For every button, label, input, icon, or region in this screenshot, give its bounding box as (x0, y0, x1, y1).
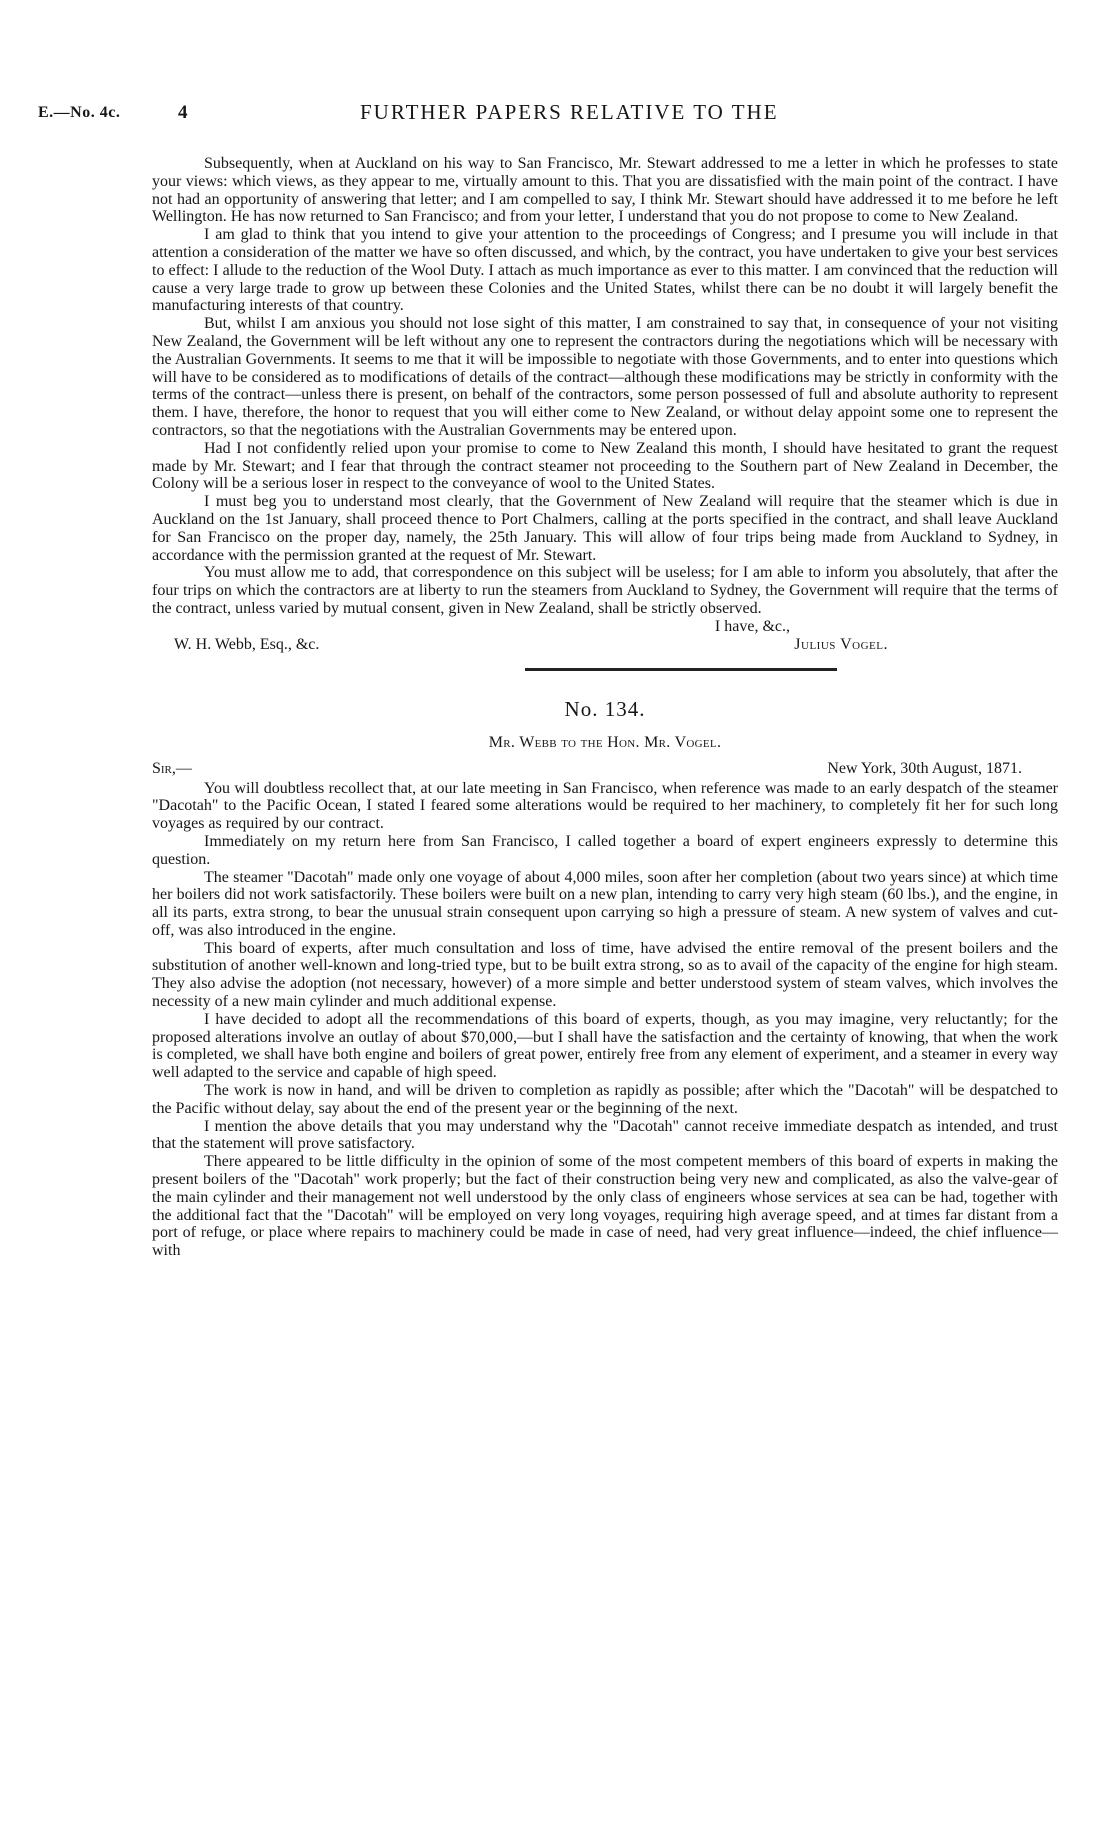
paragraph: I mention the above details that you may understand why the "Dacotah" cannot receive immediate despatch as intended, and trust that the statement will prove satisfactory. (152, 1117, 1058, 1153)
letter-vogel-to-webb (152, 155, 1058, 658)
letter-number: No. 134. (564, 696, 646, 721)
paragraph: Immediately on my return here from San Francisco, I called together a board of expert engineers expressly to determine this question. (152, 832, 1058, 868)
signature-row (152, 636, 1058, 658)
closing-phrase: I have, &c., (714, 617, 790, 635)
section-divider (525, 668, 837, 671)
dateline: New York, 30th August, 1871. (827, 759, 1022, 777)
salutation-row (152, 760, 1058, 780)
paragraph: The steamer "Dacotah" made only one voyage of about 4,000 miles, soon after her completion (about two years since) at which time her boilers did not work satisfactorily. These boilers were built on a new plan, intending to carry very high steam (60 lbs.), and the engine, in all its parts, extra strong, to bear the unusual strain consequent upon carrying so high a pressure of steam. A new system of valves and cut-off, was also introduced in the engine. (152, 868, 1058, 939)
signatory: Julius Vogel. (794, 635, 888, 653)
running-title: FURTHER PAPERS RELATIVE TO THE (360, 100, 779, 124)
letter-webb-to-vogel (152, 697, 1058, 1261)
paragraph: The work is now in hand, and will be driven to completion as rapidly as possible; after which the "Dacotah" will be despatched to the Pacific without delay, say about the end of the present year or the beginning of the next. (152, 1082, 1058, 1117)
page-body (152, 155, 1058, 1260)
document-reference: E.—No. 4c. (38, 104, 121, 121)
paragraph: I must beg you to understand most clearly, that the Government of New Zealand will require that the steamer which is due in Auckland on the 1st January, shall proceed thence to Port Chalmers, calling at the ports specified in the contract, and shall leave Auckland for San Francisco on the proper day, namely, the 25th January. This will allow of four trips being made from Auckland to Sydney, in accordance with the permission granted at the request of Mr. Stewart. (152, 493, 1058, 564)
paragraph: But, whilst I am anxious you should not lose sight of this matter, I am constrained to say that, in consequence of your not visiting New Zealand, the Government will be left without any one to represent the contractors during the negotiations which will be necessary with the Australian Governments. It seems to me that it will be impossible to negotiate with those Governments, and to enter into questions which will have to be considered as to modifications of details of the contract—although these modifications may be strictly in conformity with the terms of the contract—unless there is present, on behalf of the contractors, some person possessed of full and absolute authority to represent them. I have, therefore, the honor to request that you will either come to New Zealand, or without delay appoint some one to represent the contractors, so that the negotiations with the Australian Governments may be entered upon. (152, 315, 1058, 439)
paragraph: There appeared to be little difficulty in the opinion of some of the most competent members of this board of experts in making the present boilers of the "Dacotah" work properly; but the fact of their construction being very new and complicated, as also the valve-gear of the main cylinder and their management not well understood by the only class of engineers whose services at sea can be had, together with the additional fact that the "Dacotah" will be employed on very long voyages, requiring high average speed, and at times far distant from a port of refuge, or place where repairs to machinery could be made in case of need, had very great influence—indeed, the chief influence—with (152, 1153, 1058, 1260)
paragraph: You will doubtless recollect that, at our late meeting in San Francisco, when reference was made to an early despatch of the steamer "Dacotah" to the Pacific Ocean, I stated I feared some alterations would be required to her machinery, to completely fit her for such long voyages as required by our contract. (152, 779, 1058, 833)
page-number: 4 (178, 102, 188, 123)
paragraph: You must allow me to add, that correspondence on this subject will be useless; for I am able to inform you absolutely, that after the four trips on which the contractors are at liberty to run the steamers from Auckland to Sydney, the Government will require that the terms of the contract, unless varied by mutual consent, given in New Zealand, shall be strictly observed. (152, 564, 1058, 617)
addressee: W. H. Webb, Esq., &c. (174, 635, 320, 653)
salutation: Sir,— (152, 759, 192, 777)
paragraph: This board of experts, after much consultation and loss of time, have advised the entire removal of the present boilers and the substitution of another well-known and long-tried type, but to be built extra strong, so as to avail of the capacity of the engine for high steam. They also advise the adoption (not necessary, however) of a more simple and better understood system of steam valves, which involves the necessity of a new main cylinder and much additional expense. (152, 939, 1058, 1011)
letter-heading: Mr. Webb to the Hon. Mr. Vogel. (488, 733, 722, 751)
page-header (38, 88, 1078, 128)
paragraph: Subsequently, when at Auckland on his way to San Francisco, Mr. Stewart addressed to me a letter in which he professes to state your views: which views, as they appear to me, virtually amount to this. That you are dissatisfied with the main point of the contract. I have not had an opportunity of answering that letter; and I am compelled to say, I think Mr. Stewart should have addressed it to me before he left Wellington. He has now returned to San Francisco; and from your letter, I understand that you do not propose to come to New Zealand. (152, 155, 1058, 226)
paragraph: I am glad to think that you intend to give your attention to the proceedings of Congress; and I presume you will include in that attention a consideration of the matter we have so often discussed, and which, by the contract, you have undertaken to give your best services to effect: I allude to the reduction of the Wool Duty. I attach as much importance as ever to this matter. I am convinced that the reduction will cause a very large trade to grow up between these Colonies and the United States, whilst there can be no doubt it will largely benefit the manufacturing interests of that country. (152, 226, 1058, 315)
paragraph: I have decided to adopt all the recommendations of this board of experts, though, as you may imagine, very reluctantly; for the proposed alterations involve an outlay of about $70,000,—but I shall have the satisfaction and the certainty of knowing, that when the work is completed, we shall have both engine and boilers of great power, entirely free from any element of experiment, and a steamer in every way well adapted to the service and capable of high speed. (152, 1010, 1058, 1082)
paragraph: Had I not confidently relied upon your promise to come to New Zealand this month, I should have hesitated to grant the request made by Mr. Stewart; and I fear that through the contract steamer not proceeding to the Southern part of New Zealand in December, the Colony will be a serious loser in respect to the conveyance of wool to the United States. (152, 439, 1058, 493)
